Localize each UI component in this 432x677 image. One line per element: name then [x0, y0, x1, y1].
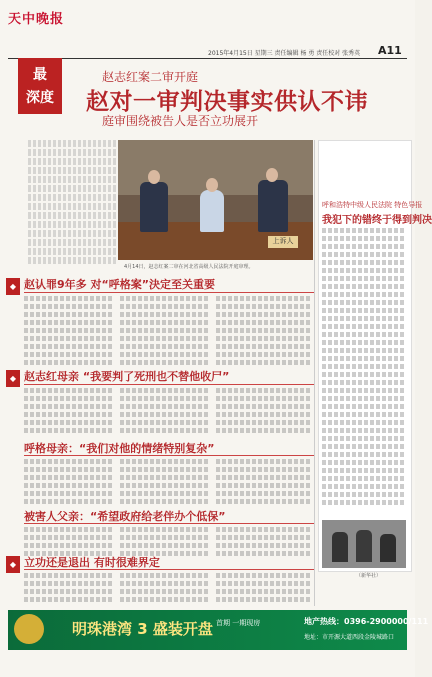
- section-heading-5: [24, 554, 160, 570]
- ad-logo-icon: [14, 614, 44, 644]
- section-2-col1: [24, 388, 114, 436]
- intro-text-block: [28, 140, 116, 266]
- section-1-col1: [24, 296, 114, 368]
- section-2-title: “我要判了死刑也不替他收尸”: [82, 370, 230, 383]
- section-2-rule: [24, 384, 314, 385]
- dateline: 2015年4月15日 星期三 责任编辑 杨 勇 责任校对 张秀英: [208, 50, 361, 57]
- section-heading-4: [24, 508, 225, 524]
- courtroom-photo: [118, 140, 313, 260]
- section-1-col2: [120, 296, 210, 368]
- headline-kicker: 赵志红案二审开庭: [102, 70, 199, 84]
- section-side-marker: ◆: [6, 370, 20, 387]
- section-5-title: 立功还是退出 有时很难界定: [24, 556, 160, 569]
- section-4-col3: [216, 527, 312, 559]
- section-3-rule: [24, 455, 314, 456]
- subheadline: 庭审围绕被告人是否立功展开: [102, 114, 259, 128]
- header-rule: [8, 58, 407, 59]
- sidebar-title: 我犯下的错终于得到判决: [322, 215, 432, 226]
- section-2-col2: [120, 388, 210, 436]
- newspaper-logo: 天中晚报: [8, 12, 65, 27]
- section-5-col2: [120, 573, 210, 605]
- section-1-label: 赵认罪9年多: [24, 278, 87, 291]
- sidebar-text: [322, 228, 406, 508]
- headline: 赵对一审判决事实供认不讳: [86, 89, 368, 115]
- section-5-col1: [24, 573, 114, 605]
- section-1-col3: [216, 296, 312, 368]
- column-divider: [314, 140, 315, 606]
- section-tag-line2: 深度: [26, 90, 54, 106]
- advertisement-banner[interactable]: [8, 610, 429, 650]
- section-1-title: 对“呼格案”決定至关重要: [90, 278, 215, 291]
- ad-subtitle: 首期 一期现房: [216, 619, 261, 627]
- page-number: A11: [378, 44, 402, 57]
- ad-title: 明珠港湾 3 盛装开盘: [72, 620, 213, 638]
- section-3-col1: [24, 459, 114, 507]
- section-tag: [18, 58, 62, 114]
- section-3-col3: [216, 459, 312, 507]
- section-side-marker: ◆: [6, 556, 20, 573]
- sidebar-kicker: 呼和浩特中级人民法院 特色导报: [322, 201, 423, 209]
- ad-address: 地址：市开源大道西段金陵城路口: [304, 634, 395, 641]
- section-5-rule: [24, 569, 314, 570]
- section-3-col2: [120, 459, 210, 507]
- ad-phone: 地产热线：0396-2900000/111: [304, 617, 429, 626]
- section-1-rule: [24, 292, 314, 293]
- page-header: [0, 0, 415, 62]
- photo-caption: 4月14日，赵志红案二审在河北省高级人民法院开庭审理。: [124, 264, 254, 270]
- sidebar-photo: [322, 520, 406, 568]
- section-heading-2: [24, 368, 229, 384]
- section-4-title: 被害人父亲：“希望政府给老伴办个低保”: [24, 510, 226, 523]
- section-heading-1: [24, 276, 215, 292]
- sidebar-photo-caption: （新华社）: [356, 573, 382, 579]
- section-heading-3: [24, 440, 214, 456]
- section-3-title: 呼格母亲：“我们对他的情绪特别复杂”: [24, 442, 215, 455]
- section-2-col3: [216, 388, 312, 436]
- section-2-label: 赵志红母亲: [24, 370, 79, 383]
- courtroom-sign: 上诉人: [268, 236, 298, 248]
- section-4-rule: [24, 523, 314, 524]
- section-5-col3: [216, 573, 312, 605]
- section-side-marker: ◆: [6, 278, 20, 295]
- section-tag-line1: 最: [33, 67, 47, 83]
